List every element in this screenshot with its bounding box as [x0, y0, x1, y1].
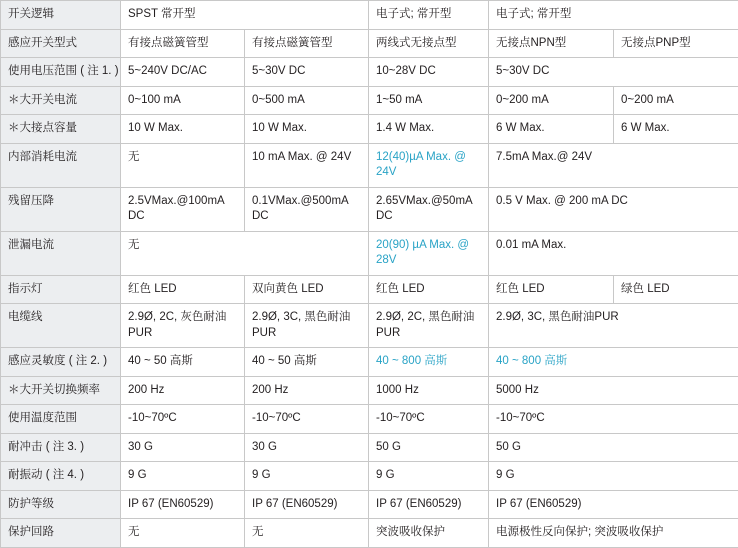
table-cell: 红色 LED	[489, 275, 614, 304]
table-cell: -10~70ºC	[489, 405, 738, 434]
table-cell: 10~28V DC	[369, 58, 489, 87]
table-cell: IP 67 (EN60529)	[121, 490, 245, 519]
table-cell: 10 W Max.	[121, 115, 245, 144]
table-row	[1, 143, 738, 187]
table-cell: 无	[121, 519, 245, 548]
table-cell: 5~30V DC	[489, 58, 738, 87]
row-header: 保护回路	[1, 519, 121, 548]
table-cell: SPST 常开型	[121, 1, 369, 30]
table-cell: 电源极性反向保护; 突波吸收保护	[489, 519, 738, 548]
table-cell: 10 W Max.	[245, 115, 369, 144]
table-cell: 1~50 mA	[369, 86, 489, 115]
table-cell: 5~30V DC	[245, 58, 369, 87]
row-header: 内部消耗电流	[1, 143, 121, 187]
row-header: ＊大开关切换频率	[1, 376, 121, 405]
table-cell: 0~100 mA	[121, 86, 245, 115]
table-cell: 50 G	[489, 433, 738, 462]
row-header: ＊大开关电流	[1, 86, 121, 115]
table-cell: 12(40)µA Max. @ 24V	[369, 143, 489, 187]
row-header: 泄漏电流	[1, 231, 121, 275]
table-body	[1, 1, 738, 548]
table-cell: 200 Hz	[121, 376, 245, 405]
table-cell: -10~70ºC	[245, 405, 369, 434]
table-row	[1, 275, 738, 304]
table-cell: 9 G	[489, 462, 738, 491]
table-cell: 9 G	[369, 462, 489, 491]
table-cell: 2.65VMax.@50mA DC	[369, 187, 489, 231]
table-cell: 0.01 mA Max.	[489, 231, 738, 275]
row-header: 使用电压范围 ( 注 1. )	[1, 58, 121, 87]
row-header: 开关逻辑	[1, 1, 121, 30]
table-cell: IP 67 (EN60529)	[245, 490, 369, 519]
row-header: 使用温度范围	[1, 405, 121, 434]
table-cell: 无	[121, 143, 245, 187]
table-row	[1, 405, 738, 434]
table-row	[1, 29, 738, 58]
table-row	[1, 86, 738, 115]
row-header: 耐振动 ( 注 4. )	[1, 462, 121, 491]
table-row	[1, 433, 738, 462]
table-cell: -10~70ºC	[121, 405, 245, 434]
row-header: 防护等级	[1, 490, 121, 519]
table-row	[1, 187, 738, 231]
table-cell: 1000 Hz	[369, 376, 489, 405]
table-cell: 电子式; 常开型	[369, 1, 489, 30]
table-cell: 无接点PNP型	[614, 29, 738, 58]
table-cell: 10 mA Max. @ 24V	[245, 143, 369, 187]
table-cell: 2.9Ø, 3C, 黑色耐油PUR	[489, 304, 738, 348]
table-cell: 50 G	[369, 433, 489, 462]
table-cell: 有接点磁簧管型	[245, 29, 369, 58]
table-cell: 2.5VMax.@100mA DC	[121, 187, 245, 231]
table-cell: IP 67 (EN60529)	[369, 490, 489, 519]
table-cell: 30 G	[121, 433, 245, 462]
table-cell: IP 67 (EN60529)	[489, 490, 738, 519]
table-cell: 无接点NPN型	[489, 29, 614, 58]
table-cell: 两线式无接点型	[369, 29, 489, 58]
table-cell: 电子式; 常开型	[489, 1, 738, 30]
row-header: 感应开关型式	[1, 29, 121, 58]
row-header: 指示灯	[1, 275, 121, 304]
row-header: ＊大接点容量	[1, 115, 121, 144]
table-cell: 绿色 LED	[614, 275, 738, 304]
table-cell: 7.5mA Max.@ 24V	[489, 143, 738, 187]
table-row	[1, 462, 738, 491]
table-cell: 9 G	[121, 462, 245, 491]
table-cell: 40 ~ 50 高斯	[245, 348, 369, 377]
table-cell: 20(90) µA Max. @ 28V	[369, 231, 489, 275]
table-cell: 200 Hz	[245, 376, 369, 405]
table-cell: 有接点磁簧管型	[121, 29, 245, 58]
table-cell: 突波吸收保护	[369, 519, 489, 548]
table-cell: 9 G	[245, 462, 369, 491]
table-cell: 红色 LED	[369, 275, 489, 304]
table-row	[1, 115, 738, 144]
table-row	[1, 1, 738, 30]
row-header: 电缆线	[1, 304, 121, 348]
table-row	[1, 490, 738, 519]
table-cell: 40 ~ 50 高斯	[121, 348, 245, 377]
table-cell: 1.4 W Max.	[369, 115, 489, 144]
table-cell: 0~200 mA	[489, 86, 614, 115]
table-row	[1, 519, 738, 548]
table-cell: 双向黄色 LED	[245, 275, 369, 304]
row-header: 残留压降	[1, 187, 121, 231]
table-row	[1, 348, 738, 377]
table-cell: 6 W Max.	[489, 115, 614, 144]
table-cell: 40 ~ 800 高斯	[369, 348, 489, 377]
table-cell: 0~500 mA	[245, 86, 369, 115]
table-cell: 2.9Ø, 2C, 黑色耐油PUR	[369, 304, 489, 348]
table-cell: 40 ~ 800 高斯	[489, 348, 738, 377]
table-cell: 5~240V DC/AC	[121, 58, 245, 87]
table-cell: 0.1VMax.@500mA DC	[245, 187, 369, 231]
table-row	[1, 304, 738, 348]
table-cell: 无	[245, 519, 369, 548]
row-header: 耐冲击 ( 注 3. )	[1, 433, 121, 462]
table-cell: 0.5 V Max. @ 200 mA DC	[489, 187, 738, 231]
table-cell: 2.9Ø, 2C, 灰色耐油PUR	[121, 304, 245, 348]
table-cell: 2.9Ø, 3C, 黑色耐油PUR	[245, 304, 369, 348]
table-cell: 6 W Max.	[614, 115, 738, 144]
table-row	[1, 376, 738, 405]
table-cell: 30 G	[245, 433, 369, 462]
table-row	[1, 231, 738, 275]
table-cell: 5000 Hz	[489, 376, 738, 405]
table-cell: 无	[121, 231, 369, 275]
table-cell: 0~200 mA	[614, 86, 738, 115]
table-row	[1, 58, 738, 87]
table-cell: -10~70ºC	[369, 405, 489, 434]
table-cell: 红色 LED	[121, 275, 245, 304]
row-header: 感应灵敏度 ( 注 2. )	[1, 348, 121, 377]
